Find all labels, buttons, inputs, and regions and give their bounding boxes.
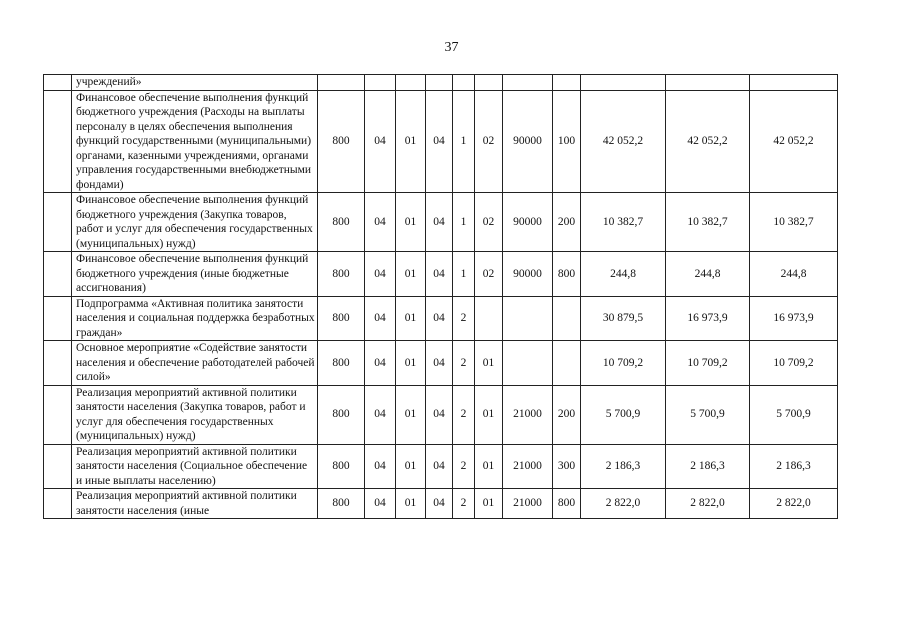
index-cell bbox=[44, 193, 72, 252]
row-name: Финансовое обеспечение выполнения функций бюджетного учреждения (Расходы на выплаты персоналу в целях обеспечения выполнения функций государственными (муниципальными) органами, казенными учреждениями, органами управления государственными внебюджетными фондами) bbox=[72, 90, 318, 193]
index-cell bbox=[44, 489, 72, 519]
table-row bbox=[44, 75, 838, 91]
row-name: Основное мероприятие «Содействие занятости населения и обеспечение работодателей рабочей силой» bbox=[72, 341, 318, 386]
table-row bbox=[44, 385, 838, 444]
cell-subsection: 01 bbox=[396, 341, 426, 386]
index-cell bbox=[44, 296, 72, 341]
cell-section: 04 bbox=[365, 90, 396, 193]
cell-subsection: 01 bbox=[396, 444, 426, 489]
table-row bbox=[44, 341, 838, 386]
cell-expense-type bbox=[553, 296, 581, 341]
index-cell bbox=[44, 90, 72, 193]
cell-amount-2: 2 822,0 bbox=[666, 489, 750, 519]
cell-amount-2: 10 709,2 bbox=[666, 341, 750, 386]
cell-event: 02 bbox=[475, 193, 503, 252]
cell-expense-type: 800 bbox=[553, 252, 581, 297]
cell-section: 04 bbox=[365, 252, 396, 297]
cell-amount-2: 244,8 bbox=[666, 252, 750, 297]
row-name: учреждений» bbox=[72, 75, 318, 91]
cell-direction bbox=[503, 75, 553, 91]
cell-amount-3: 2 822,0 bbox=[750, 489, 838, 519]
cell-subprogram: 1 bbox=[453, 193, 475, 252]
cell-subprogram: 1 bbox=[453, 252, 475, 297]
cell-amount-1: 5 700,9 bbox=[581, 385, 666, 444]
table-row bbox=[44, 90, 838, 193]
cell-section: 04 bbox=[365, 296, 396, 341]
cell-direction: 90000 bbox=[503, 90, 553, 193]
cell-section: 04 bbox=[365, 341, 396, 386]
cell-subsection: 01 bbox=[396, 489, 426, 519]
cell-expense-type: 200 bbox=[553, 193, 581, 252]
row-name: Реализация мероприятий активной политики занятости населения (Социальное обеспечение и иные выплаты населению) bbox=[72, 444, 318, 489]
cell-program: 04 bbox=[426, 489, 453, 519]
table-row bbox=[44, 193, 838, 252]
cell-ministry: 800 bbox=[318, 341, 365, 386]
cell-ministry: 800 bbox=[318, 193, 365, 252]
cell-program: 04 bbox=[426, 90, 453, 193]
cell-subsection bbox=[396, 75, 426, 91]
row-name: Подпрограмма «Активная политика занятости населения и социальная поддержка безработных граждан» bbox=[72, 296, 318, 341]
cell-ministry bbox=[318, 75, 365, 91]
cell-event bbox=[475, 75, 503, 91]
cell-ministry: 800 bbox=[318, 252, 365, 297]
cell-amount-1: 42 052,2 bbox=[581, 90, 666, 193]
index-cell bbox=[44, 341, 72, 386]
cell-ministry: 800 bbox=[318, 444, 365, 489]
cell-amount-3: 16 973,9 bbox=[750, 296, 838, 341]
row-name: Финансовое обеспечение выполнения функций бюджетного учреждения (Закупка товаров, работ и услуг для обеспечения государственных (муниципальных) нужд) bbox=[72, 193, 318, 252]
cell-event: 01 bbox=[475, 444, 503, 489]
cell-amount-1: 2 186,3 bbox=[581, 444, 666, 489]
cell-amount-3: 5 700,9 bbox=[750, 385, 838, 444]
cell-amount-2: 16 973,9 bbox=[666, 296, 750, 341]
table-row bbox=[44, 296, 838, 341]
cell-direction: 90000 bbox=[503, 252, 553, 297]
table-row bbox=[44, 444, 838, 489]
cell-subprogram bbox=[453, 75, 475, 91]
cell-ministry: 800 bbox=[318, 385, 365, 444]
cell-event bbox=[475, 296, 503, 341]
cell-amount-2: 42 052,2 bbox=[666, 90, 750, 193]
cell-section: 04 bbox=[365, 193, 396, 252]
cell-expense-type bbox=[553, 341, 581, 386]
cell-direction bbox=[503, 341, 553, 386]
cell-subsection: 01 bbox=[396, 296, 426, 341]
table-row bbox=[44, 489, 838, 519]
row-name: Реализация мероприятий активной политики занятости населения (Закупка товаров, работ и услуг для обеспечения государственных (муниципальных) нужд) bbox=[72, 385, 318, 444]
cell-event: 02 bbox=[475, 252, 503, 297]
cell-program: 04 bbox=[426, 296, 453, 341]
cell-program: 04 bbox=[426, 444, 453, 489]
cell-subsection: 01 bbox=[396, 252, 426, 297]
cell-ministry: 800 bbox=[318, 90, 365, 193]
cell-event: 02 bbox=[475, 90, 503, 193]
cell-expense-type: 800 bbox=[553, 489, 581, 519]
cell-section: 04 bbox=[365, 444, 396, 489]
cell-subprogram: 2 bbox=[453, 489, 475, 519]
index-cell bbox=[44, 444, 72, 489]
row-name: Финансовое обеспечение выполнения функций бюджетного учреждения (иные бюджетные ассигнования) bbox=[72, 252, 318, 297]
cell-amount-1: 244,8 bbox=[581, 252, 666, 297]
cell-amount-3: 244,8 bbox=[750, 252, 838, 297]
cell-ministry: 800 bbox=[318, 296, 365, 341]
index-cell bbox=[44, 252, 72, 297]
cell-subprogram: 2 bbox=[453, 385, 475, 444]
row-name: Реализация мероприятий активной политики занятости населения (иные bbox=[72, 489, 318, 519]
cell-program: 04 bbox=[426, 252, 453, 297]
cell-direction: 21000 bbox=[503, 444, 553, 489]
cell-direction bbox=[503, 296, 553, 341]
index-cell bbox=[44, 385, 72, 444]
cell-subprogram: 1 bbox=[453, 90, 475, 193]
cell-amount-3: 10 709,2 bbox=[750, 341, 838, 386]
cell-expense-type: 300 bbox=[553, 444, 581, 489]
cell-amount-3: 42 052,2 bbox=[750, 90, 838, 193]
cell-subsection: 01 bbox=[396, 90, 426, 193]
cell-subsection: 01 bbox=[396, 385, 426, 444]
page-number: 37 bbox=[444, 40, 459, 55]
cell-subprogram: 2 bbox=[453, 296, 475, 341]
cell-expense-type: 200 bbox=[553, 385, 581, 444]
cell-amount-1 bbox=[581, 75, 666, 91]
table-row bbox=[44, 252, 838, 297]
cell-subprogram: 2 bbox=[453, 341, 475, 386]
cell-program bbox=[426, 75, 453, 91]
cell-section: 04 bbox=[365, 489, 396, 519]
cell-amount-2: 10 382,7 bbox=[666, 193, 750, 252]
cell-direction: 21000 bbox=[503, 385, 553, 444]
cell-amount-1: 10 709,2 bbox=[581, 341, 666, 386]
cell-amount-1: 2 822,0 bbox=[581, 489, 666, 519]
cell-event: 01 bbox=[475, 341, 503, 386]
cell-amount-2: 5 700,9 bbox=[666, 385, 750, 444]
cell-amount-3: 10 382,7 bbox=[750, 193, 838, 252]
cell-subprogram: 2 bbox=[453, 444, 475, 489]
cell-section bbox=[365, 75, 396, 91]
cell-amount-3 bbox=[750, 75, 838, 91]
cell-program: 04 bbox=[426, 193, 453, 252]
budget-table bbox=[43, 74, 838, 519]
cell-program: 04 bbox=[426, 385, 453, 444]
cell-expense-type: 100 bbox=[553, 90, 581, 193]
cell-program: 04 bbox=[426, 341, 453, 386]
cell-event: 01 bbox=[475, 489, 503, 519]
cell-amount-1: 10 382,7 bbox=[581, 193, 666, 252]
cell-direction: 90000 bbox=[503, 193, 553, 252]
cell-event: 01 bbox=[475, 385, 503, 444]
cell-amount-2 bbox=[666, 75, 750, 91]
index-cell bbox=[44, 75, 72, 91]
cell-subsection: 01 bbox=[396, 193, 426, 252]
cell-amount-2: 2 186,3 bbox=[666, 444, 750, 489]
cell-amount-1: 30 879,5 bbox=[581, 296, 666, 341]
cell-amount-3: 2 186,3 bbox=[750, 444, 838, 489]
cell-ministry: 800 bbox=[318, 489, 365, 519]
cell-expense-type bbox=[553, 75, 581, 91]
cell-direction: 21000 bbox=[503, 489, 553, 519]
cell-section: 04 bbox=[365, 385, 396, 444]
